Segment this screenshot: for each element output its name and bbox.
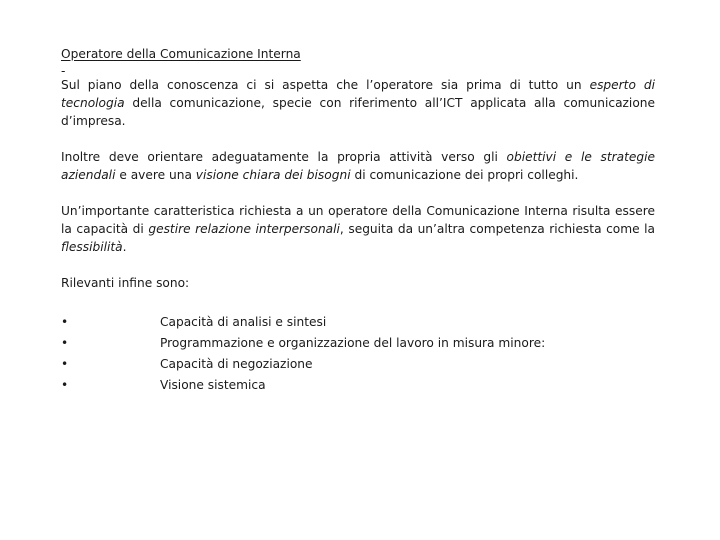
skill-label: Visione sistemica (160, 378, 266, 392)
bullet-icon: • (61, 378, 69, 392)
paragraph-orientation-text-2: e avere una (115, 168, 196, 182)
skill-label: Capacità di negoziazione (160, 357, 313, 371)
paragraph-knowledge-text-2: della comunicazione, specie con riferimento all’ICT applicata alla comunicazione d’impresa. (61, 96, 655, 128)
paragraph-orientation-emphasis-2: visione chiara dei bisogni (195, 168, 351, 182)
paragraph-characteristics (61, 202, 655, 256)
bullet-icon: • (61, 315, 69, 329)
paragraph-characteristics-emphasis-1: gestire relazione interpersonali (148, 222, 340, 236)
paragraph-characteristics-text-3: . (122, 240, 127, 254)
paragraph-characteristics-text-1: Un’importante caratteristica richiesta a un operatore della Comunicazione Interna risulta essere la capacità di (61, 204, 655, 236)
bullet-icon: • (61, 336, 69, 350)
list-item (61, 333, 655, 354)
paragraph-orientation-text-3: di comunicazione dei propri colleghi. (350, 168, 579, 182)
separator-dash: - (61, 64, 66, 78)
paragraph-orientation-emphasis-1: obiettivi e le strategie aziendali (61, 150, 655, 182)
list-item (61, 375, 655, 396)
document-title: Operatore della Comunicazione Interna (61, 47, 301, 61)
bullet-icon: • (61, 357, 69, 371)
skills-list (61, 312, 655, 396)
paragraph-relevant: Rilevanti infine sono: (61, 276, 190, 290)
paragraph-characteristics-text-2: , seguita da un’altra competenza richiesta come la (339, 222, 656, 236)
list-item (61, 354, 655, 375)
paragraph-characteristics-emphasis-2: flessibilità (61, 240, 123, 254)
skill-label: Capacità di analisi e sintesi (160, 315, 327, 329)
paragraph-knowledge-text-1: Sul piano della conoscenza ci si aspetta che l’operatore sia prima di tutto un (61, 78, 590, 92)
paragraph-orientation (61, 148, 655, 184)
skill-label: Programmazione e organizzazione del lavoro in misura minore: (160, 336, 546, 350)
paragraph-knowledge-emphasis-1: esperto di tecnologia (61, 78, 655, 110)
document-page (61, 45, 655, 396)
paragraph-orientation-text-1: Inoltre deve orientare adeguatamente la propria attività verso gli (61, 150, 507, 164)
paragraph-knowledge (61, 76, 655, 130)
list-item (61, 312, 655, 333)
